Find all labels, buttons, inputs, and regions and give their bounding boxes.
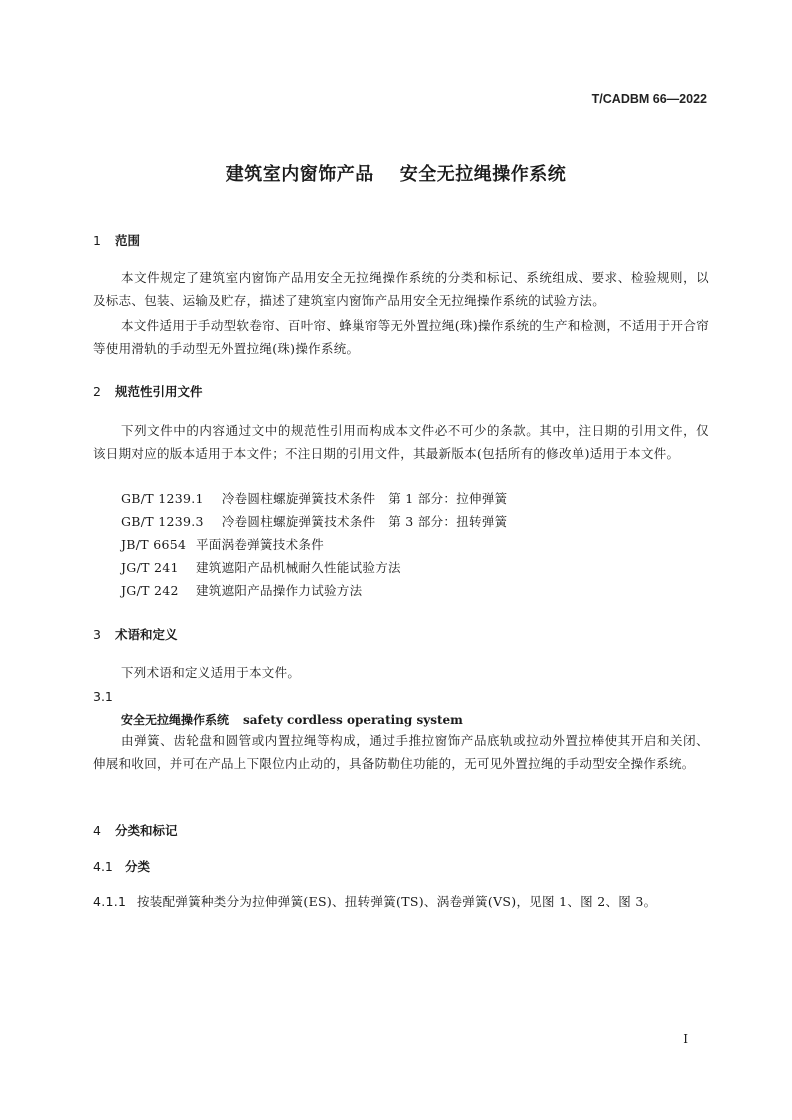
section-title: 范围: [115, 233, 141, 248]
reference-code: JB/T 6654: [121, 537, 187, 552]
section-3-paragraph-1: 下列术语和定义适用于本文件。: [121, 665, 301, 680]
reference-item: [121, 558, 401, 576]
reference-title: 平面涡卷弹簧技术条件: [196, 537, 325, 552]
section-1-paragraph-2: 本文件适用于手动型软卷帘、百叶帘、蜂巢帘等无外置拉绳(珠)操作系统的生产和检测，不适用于开合帘等使用滑轨的手动型无外置拉绳(珠)操作系统。: [93, 318, 709, 356]
standard-code-header: T/CADBM 66—2022: [591, 92, 707, 106]
section-number: 2: [93, 384, 101, 399]
reference-item: [121, 535, 324, 553]
clause-text: 按装配弹簧种类分为拉伸弹簧(ES)、扭转弹簧(TS)、涡卷弹簧(VS)，见图 1、图 2、图 3。: [137, 894, 657, 909]
clause-4-1-1: [93, 892, 656, 910]
clause-number: 4.1.1: [93, 894, 127, 909]
section-number: 1: [93, 233, 101, 248]
term-chinese: 安全无拉绳操作系统: [121, 713, 230, 727]
section-number: 3: [93, 627, 101, 642]
section-title: 术语和定义: [115, 627, 178, 642]
document-title: [0, 160, 792, 186]
term-heading: [121, 711, 463, 728]
section-4-heading: [93, 821, 178, 839]
section-1-paragraph-1: 本文件规定了建筑室内窗饰产品用安全无拉绳操作系统的分类和标记、系统组成、要求、检验规则，以及标志、包装、运输及贮存，描述了建筑室内窗饰产品用安全无拉绳操作系统的试验方法。: [93, 270, 709, 308]
section-2-paragraph-1: 下列文件中的内容通过文中的规范性引用而构成本文件必不可少的条款。其中，注日期的引用文件，仅该日期对应的版本适用于本文件；不注日期的引用文件，其最新版本(包括所有的修改单)适用于本文件。: [93, 423, 709, 461]
reference-item: [121, 489, 507, 507]
reference-title: 冷卷圆柱螺旋弹簧技术条件 第 1 部分：拉伸弹簧: [221, 491, 508, 506]
section-title: 规范性引用文件: [115, 384, 203, 399]
reference-code: JG/T 241: [121, 560, 179, 575]
reference-code: JG/T 242: [121, 583, 179, 598]
subsection-4-1-heading: [93, 857, 150, 875]
section-2-heading: [93, 382, 203, 400]
reference-code: GB/T 1239.1: [121, 491, 204, 506]
page-number: I: [683, 1032, 688, 1046]
reference-title: 建筑遮阳产品操作力试验方法: [196, 583, 363, 598]
term-english: safety cordless operating system: [243, 713, 463, 727]
title-part-2: 安全无拉绳操作系统: [399, 164, 567, 185]
section-1-heading: [93, 231, 140, 249]
reference-code: GB/T 1239.3: [121, 514, 204, 529]
reference-item: [121, 512, 507, 530]
term-definition: 由弹簧、齿轮盘和圆管或内置拉绳等构成，通过手推拉窗饰产品底轨或拉动外置拉棒使其开启和关闭、伸展和收回，并可在产品上下限位内止动的，具备防勒住功能的，无可见外置拉绳的手动型安全操作系统。: [93, 733, 709, 771]
subsection-number: 4.1: [93, 859, 113, 874]
reference-item: [121, 581, 362, 599]
section-number: 4: [93, 823, 101, 838]
term-number: 3.1: [93, 689, 113, 704]
title-part-1: 建筑室内窗饰产品: [225, 164, 374, 185]
reference-title: 冷卷圆柱螺旋弹簧技术条件 第 3 部分：扭转弹簧: [221, 514, 508, 529]
section-3-heading: [93, 625, 178, 643]
section-title: 分类和标记: [115, 823, 178, 838]
reference-title: 建筑遮阳产品机械耐久性能试验方法: [196, 560, 401, 575]
subsection-title: 分类: [125, 859, 151, 874]
